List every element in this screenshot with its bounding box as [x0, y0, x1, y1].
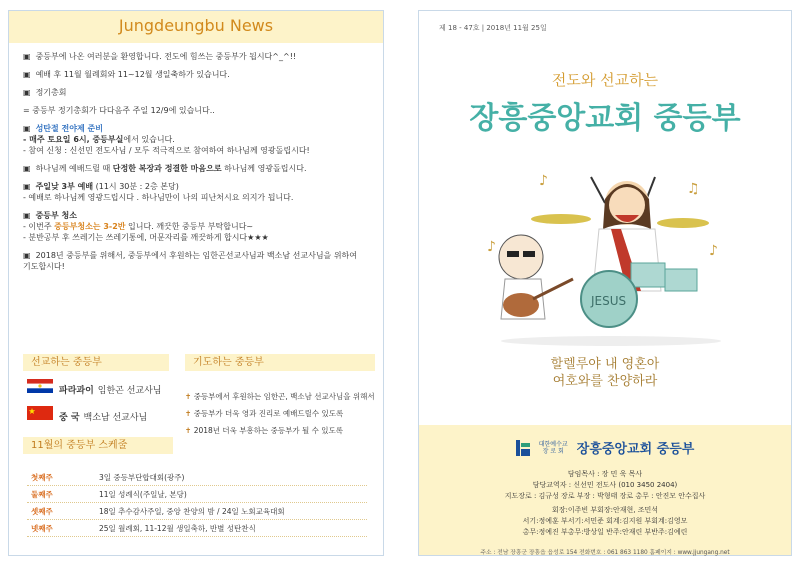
prayer-item — [185, 405, 375, 422]
news-line — [23, 221, 375, 232]
prayer-header: 기도하는 중등부 — [185, 354, 375, 371]
schedule-text: 3일 중등부단합대회(광주) — [99, 473, 185, 482]
bullet-square-icon: ▣ — [23, 164, 31, 173]
news-text: 예배 후 11월 월례회와 11~12월 생일축하가 있습니다. — [35, 70, 230, 79]
news-line — [23, 232, 375, 243]
verse-line: 여호와를 찬양하라 — [552, 374, 658, 389]
news-text: 에서 있습니다. — [123, 135, 175, 144]
china-flag-icon — [27, 406, 53, 420]
bullet-square-icon: ▣ — [23, 124, 31, 133]
news-text: 중등부에 나온 여러분을 환영합니다. 전도에 힘쓰는 중등부가 됩시다^_^!! — [35, 52, 297, 61]
missionary-name: 임한곤 선교사님 — [97, 386, 162, 396]
svg-text:♪: ♪ — [709, 243, 718, 259]
schedule-week: 셋째주 — [31, 507, 53, 516]
schedule-text: 25일 월례회, 11-12월 생일축하, 반별 성탄찬식 — [99, 524, 256, 533]
staff-line: 서기:정예훈 부서기:서민준 회계:김지원 부회계:김영모 — [522, 517, 688, 525]
prayer-item — [185, 388, 375, 405]
news-text: 중등부 청소 — [35, 211, 77, 220]
news-text: 2018년 중등부를 위해서, 중등부에서 후원하는 임한곤선교사님과 백소남 선교사님을 위하여 — [35, 251, 358, 260]
news-text: 정기총회 — [35, 88, 67, 97]
missionary-country: 파라과이 — [59, 386, 94, 396]
news-line — [23, 145, 375, 156]
news-header — [9, 11, 383, 43]
drummer-illustration — [481, 159, 731, 349]
cover-panel — [418, 10, 792, 556]
bullet-square-icon: ▣ — [23, 251, 31, 260]
cross-icon: ✝ — [185, 392, 192, 401]
schedule-text: 11일 성례식(주일날, 본당) — [99, 490, 187, 499]
staff-line: 총무:정예진 부총무:방상일 반주:안재린 부반주:김예린 — [522, 528, 688, 536]
church-logo-icon — [516, 440, 530, 456]
church-logo — [419, 437, 791, 457]
news-line — [23, 134, 375, 145]
news-list — [23, 51, 375, 272]
news-gap — [23, 243, 375, 250]
schedule-row — [27, 503, 367, 520]
news-text: = 중등부 정기총회가 다다음주 주일 12/9에 있습니다.. — [23, 106, 215, 115]
news-panel — [8, 10, 384, 556]
prayer-text: 2018년 더욱 부흥하는 중등부가 될 수 있도록 — [193, 426, 343, 435]
news-line — [23, 87, 375, 98]
news-text: 기도합시다! — [23, 262, 65, 271]
news-text: 중등부청소는 3-2반 — [54, 222, 126, 231]
news-line — [23, 51, 375, 62]
bullet-square-icon: ▣ — [23, 70, 31, 79]
svg-text:♫: ♫ — [687, 181, 700, 197]
schedule-row — [27, 469, 367, 486]
prayer-list — [185, 388, 375, 439]
news-gap — [23, 80, 375, 87]
staff-line: 담임목사 : 장 민 욱 목사 — [567, 470, 643, 478]
prayer-text: 중등부에서 후원하는 임한곤, 백소남 선교사님을 위해서 — [193, 392, 375, 401]
news-text: 하나님께 예배드릴 때 — [35, 164, 113, 173]
church-address: 주소 : 전남 장흥군 장흥읍 읍성로 154 전화번호 : 061 863 1180 홈페이지 : www.jjungang.net — [480, 550, 730, 556]
news-text: 주일낮 3부 예배 — [35, 182, 94, 191]
news-line — [23, 192, 375, 203]
schedule-row — [27, 486, 367, 503]
schedule-week: 둘째주 — [31, 490, 53, 499]
cross-icon: ✝ — [185, 409, 192, 418]
bullet-square-icon: ▣ — [23, 52, 31, 61]
staff-line: 회장:이주빈 부회장:안재현, 조민석 — [551, 506, 659, 514]
news-text: - 예배로 하나님께 영광드립시다 . 하나님만이 나의 피난처시요 의지가 됩니다. — [23, 193, 294, 202]
schedule-week: 첫째주 — [31, 473, 53, 482]
denomination-label — [539, 441, 568, 455]
news-line — [23, 123, 375, 134]
paraguay-flag-icon — [27, 379, 53, 393]
staff-line: 지도장로 : 김규성 장로 부장 : 박형태 장로 총무 : 안진모 안수집사 — [504, 492, 706, 500]
news-gap — [23, 116, 375, 123]
schedule-row — [27, 520, 367, 537]
news-line — [23, 105, 375, 116]
news-line — [23, 181, 375, 192]
missionary-item — [59, 383, 162, 396]
news-title: Jungdeungbu News — [118, 16, 274, 35]
missionary-item — [59, 410, 147, 423]
missionary-name: 백소남 선교사님 — [83, 413, 148, 423]
news-text: - 이번주 — [23, 222, 55, 231]
prayer-text: 중등부가 더욱 영과 진리로 예배드릴수 있도록 — [193, 409, 344, 418]
news-text: 단정한 복장과 정결한 마음으로 — [112, 164, 222, 173]
news-text: 매주 토요일 6시, 중등부실 — [29, 135, 124, 144]
hallelujah-verse — [419, 356, 791, 390]
news-line — [23, 69, 375, 80]
denomination-line: 장 로 회 — [542, 447, 564, 455]
church-name: 장흥중앙교회 중등부 — [576, 442, 695, 457]
news-text: - 분반공부 후 쓰레기는 쓰레기통에, 머문자리를 깨끗하게 합시다★★★ — [23, 233, 269, 242]
church-info-footer — [419, 425, 791, 555]
news-line — [23, 261, 375, 272]
news-gap — [23, 203, 375, 210]
cover-title: 장흥중앙교회 중등부 — [469, 101, 741, 136]
issue-info: 제 18 - 47호 | 2018년 11월 25일 — [439, 24, 547, 32]
bullet-square-icon: ▣ — [23, 88, 31, 97]
news-line — [23, 210, 375, 221]
news-text: 성탄절 전야제 준비 — [35, 124, 103, 133]
verse-line: 할렐루야 내 영혼아 — [550, 357, 660, 372]
news-gap — [23, 98, 375, 105]
cross-icon: ✝ — [185, 426, 192, 435]
staff-line: 담당교역자 : 신선민 전도사 (010 3450 2404) — [532, 481, 678, 489]
missionary-country: 중 국 — [59, 413, 80, 423]
schedule-week: 넷째주 — [31, 524, 53, 533]
news-text: 입니다. 깨끗한 중등부 부탁합니다~ — [125, 222, 254, 231]
news-text: 하나님께 영광돌립시다. — [221, 164, 307, 173]
bullet-square-icon: ▣ — [23, 182, 31, 191]
staff-list — [419, 469, 791, 538]
news-gap — [23, 62, 375, 69]
svg-text:♪: ♪ — [487, 239, 496, 255]
denomination-line: 대한예수교 — [538, 440, 568, 448]
cover-subtitle: 전도와 선교하는 — [551, 71, 659, 89]
news-text: (11시 30분 : 2층 본당) — [93, 182, 179, 191]
drum-label: JESUS — [591, 294, 627, 308]
schedule-text: 18일 추수감사주일, 중앙 찬양의 밤 / 24일 노회교육대회 — [99, 507, 285, 516]
prayer-item — [185, 422, 375, 439]
news-text: - — [23, 135, 30, 144]
news-line — [23, 250, 375, 261]
news-gap — [23, 156, 375, 163]
schedule-header: 11월의 중등부 스케줄 — [23, 437, 173, 454]
bullet-square-icon: ▣ — [23, 211, 31, 220]
schedule-table — [27, 469, 367, 537]
news-text: - 참여 신청 : 신선민 전도사님 / 모두 적극적으로 참여하여 하나님께 영광돌립시다! — [23, 146, 310, 155]
news-line — [23, 163, 375, 174]
missionary-header: 선교하는 중등부 — [23, 354, 169, 371]
news-gap — [23, 174, 375, 181]
svg-text:♪: ♪ — [539, 173, 548, 189]
